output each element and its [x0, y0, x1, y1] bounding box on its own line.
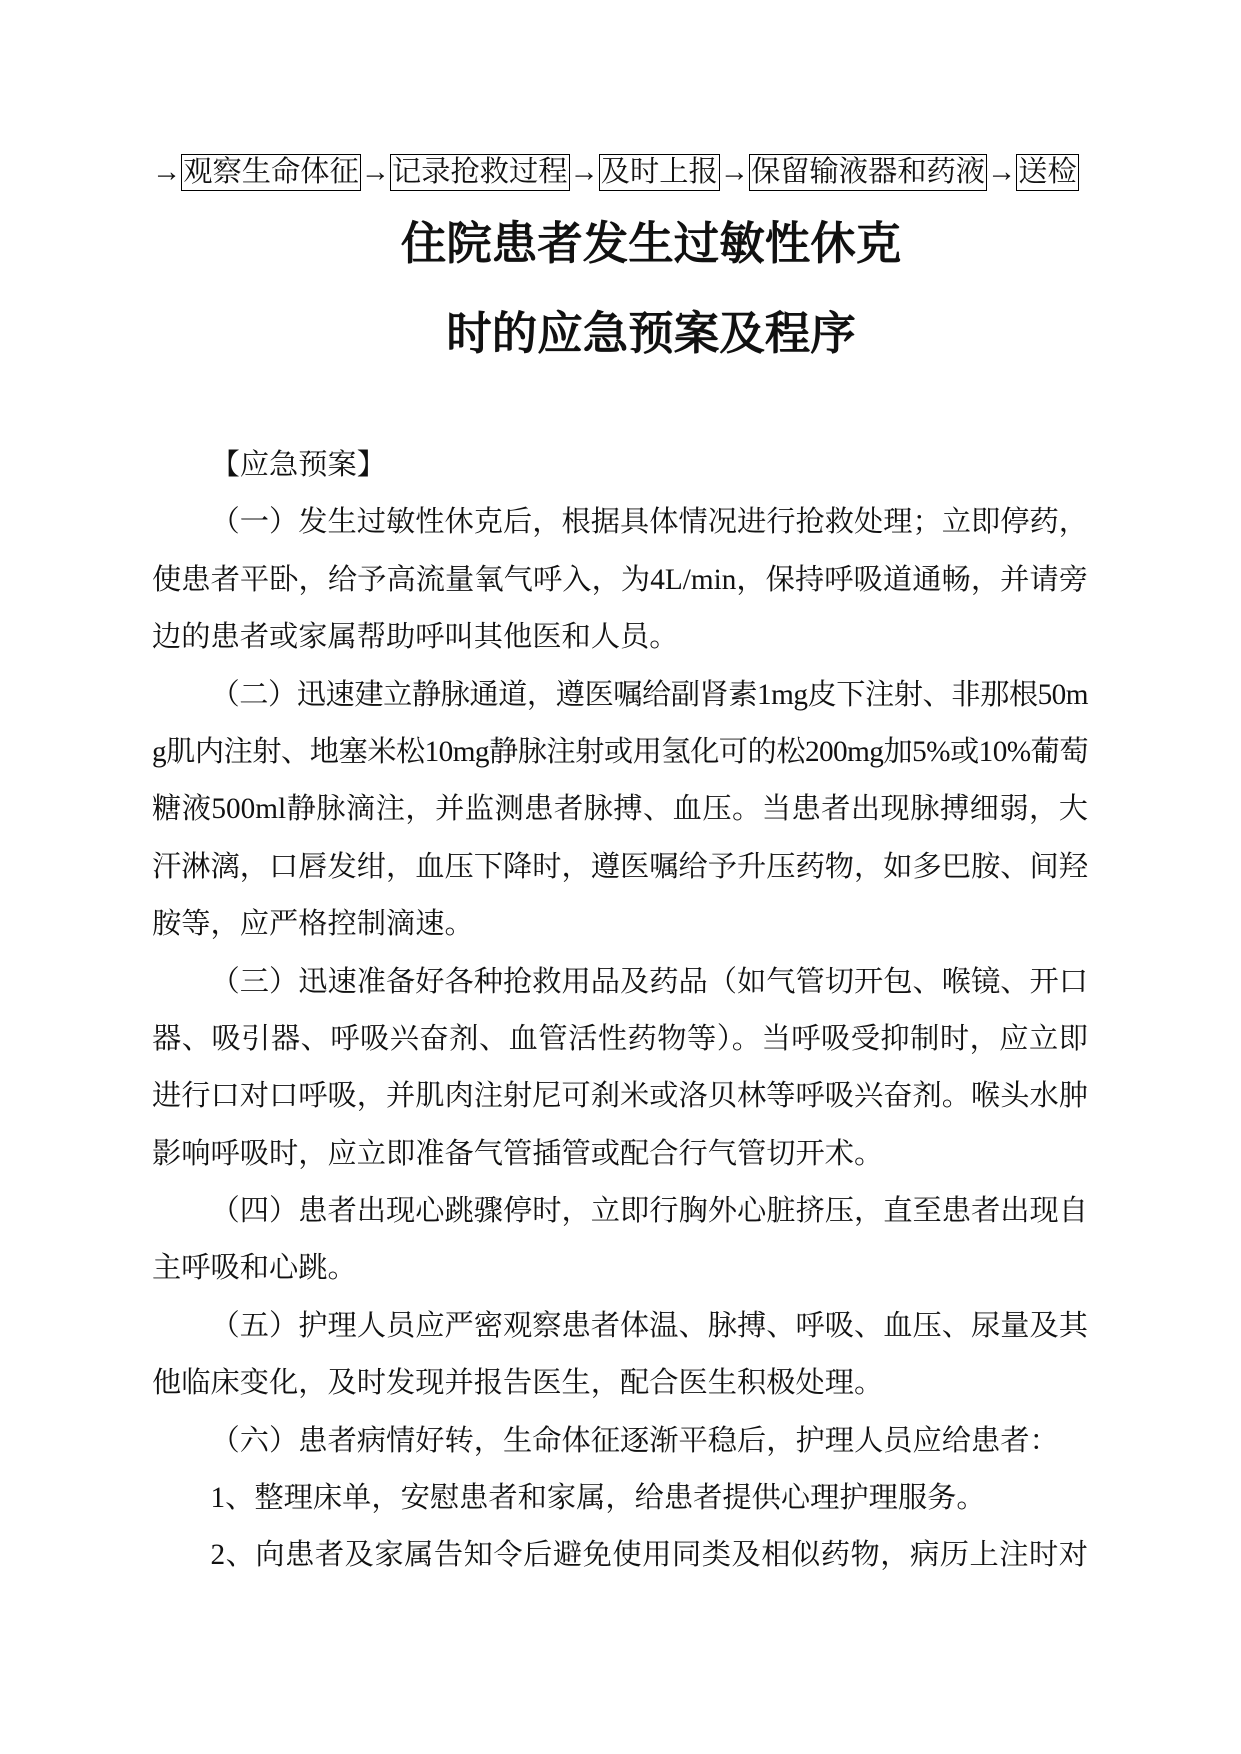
section-heading: 【应急预案】: [210, 449, 386, 481]
paragraph-2: [152, 667, 1088, 954]
paragraph-line: 糖液500ml静脉滴注，并监测患者脉搏、血压。当患者出现脉搏细弱，大: [152, 793, 1088, 826]
title-line-2: 时的应急预案及程序: [446, 306, 856, 360]
paragraph-line: 边的患者或家属帮助呼叫其他医和人员。: [152, 621, 679, 654]
document-title: [183, 198, 1119, 378]
document-body: [152, 437, 1088, 1585]
paragraph-line: （二）迅速建立静脉通道，遵医嘱给副肾素1mg皮下注射、非那根50m: [210, 678, 1088, 711]
paragraph-line: （四）患者出现心跳骤停时，立即行胸外心脏挤压，直至患者出现自: [210, 1195, 1088, 1228]
flow-step-send-for-testing: 送检: [1016, 154, 1079, 191]
paragraph-line: 器、吸引器、呼吸兴奋剂、血管活性药物等）。当呼吸受抑制时，应立即: [152, 1022, 1088, 1055]
right-arrow-icon: →: [360, 156, 390, 188]
list-item-line: 1、整理床单，安慰患者和家属，给患者提供心理护理服务。: [210, 1482, 986, 1515]
paragraph-line: 他临床变化，及时发现并报告医生，配合医生积极处理。: [152, 1367, 884, 1400]
paragraph-line: 胺等，应严格控制滴速。: [152, 908, 474, 941]
paragraph-line: 汗淋漓，口唇发绀，血压下降时，遵医嘱给予升压药物，如多巴胺、间羟: [152, 850, 1088, 883]
list-item-1: [152, 1470, 1088, 1527]
paragraph-3: [152, 954, 1088, 1184]
right-arrow-icon: →: [152, 156, 182, 188]
paragraph-5: [152, 1298, 1088, 1413]
right-arrow-icon: →: [569, 156, 599, 188]
paragraph-line: （五）护理人员应严密观察患者体温、脉搏、呼吸、血压、尿量及其: [210, 1309, 1088, 1342]
right-arrow-icon: →: [987, 156, 1017, 188]
paragraph-line: 进行口对口呼吸，并肌肉注射尼可刹米或洛贝林等呼吸兴奋剂。喉头水肿: [152, 1080, 1088, 1113]
flow-step-report-promptly: 及时上报: [599, 154, 720, 191]
flow-step-record-rescue-process: 记录抢救过程: [390, 154, 570, 191]
paragraph-line: 影响呼吸时，应立即准备气管插管或配合行气管切开术。: [152, 1137, 884, 1170]
paragraph-line: （三）迅速准备好各种抢救用品及药品（如气管切开包、喉镜、开口: [210, 965, 1088, 998]
right-arrow-icon: →: [719, 156, 749, 188]
list-item-2: [152, 1527, 1088, 1584]
paragraph-1: [152, 494, 1088, 666]
title-line-1: 住院患者发生过敏性休克: [400, 216, 902, 270]
paragraph-6: [152, 1413, 1088, 1470]
paragraph-line: （六）患者病情好转，生命体征逐渐平稳后，护理人员应给患者：: [210, 1424, 1059, 1457]
flow-step-retain-infusion-set-and-fluid: 保留输液器和药液: [749, 154, 987, 191]
flow-step-observe-vital-signs: 观察生命体征: [181, 154, 361, 191]
paragraph-4: [152, 1183, 1088, 1298]
paragraph-line: 使患者平卧，给予高流量氧气呼入，为4L/min，保持呼吸道通畅，并请旁: [152, 563, 1088, 596]
paragraph-line: （一）发生过敏性休克后，根据具体情况进行抢救处理；立即停药，: [210, 506, 1088, 539]
paragraph-line: g肌内注射、地塞米松10mg静脉注射或用氢化可的松200mg加5%或10%葡萄: [152, 735, 1088, 768]
paragraph-line: 主呼吸和心跳。: [152, 1252, 357, 1285]
flowchart-continuation: [152, 154, 1079, 191]
list-item-line: 2、向患者及家属告知令后避免使用同类及相似药物，病历上注时对: [210, 1539, 1088, 1572]
